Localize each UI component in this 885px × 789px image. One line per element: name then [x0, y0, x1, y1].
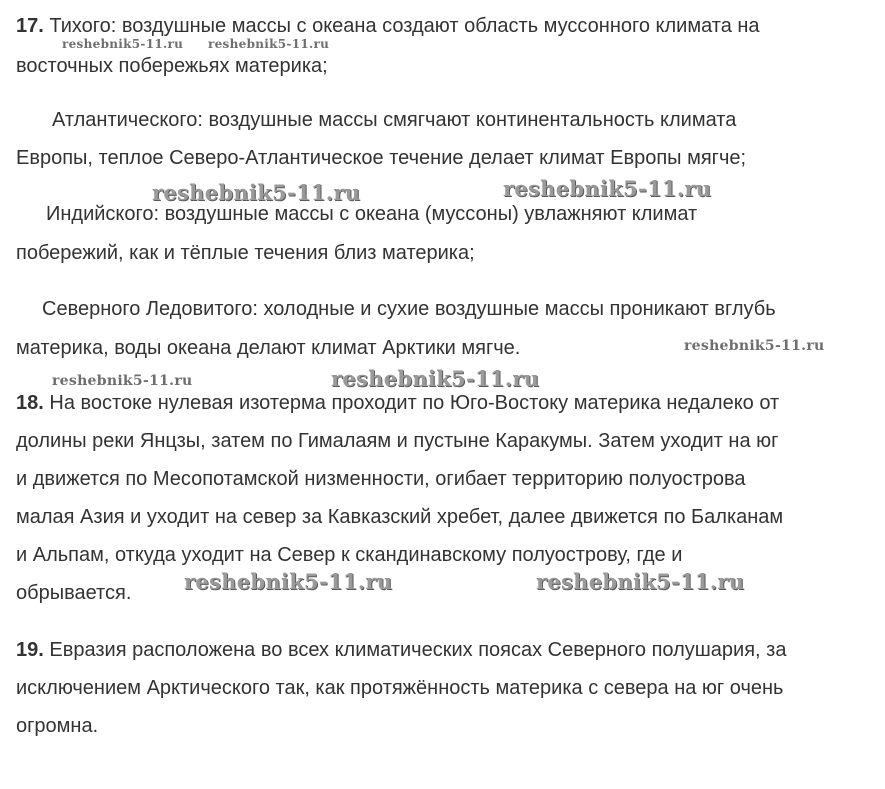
paragraph-text: Тихого: воздушные массы с океана создают область муссонного климата на: [43, 15, 760, 37]
paragraph-indian-line-1: Индийского: воздушные массы с океана (муссоны) увлажняют климат: [46, 203, 698, 225]
watermark: reshebnik5-11.ru: [152, 180, 361, 205]
watermark: reshebnik5-11.ru: [684, 338, 825, 354]
paragraph-number: 17.: [16, 15, 44, 37]
paragraph-19-line-2: исключением Арктического так, как протяжённость материка с севера на юг очень: [16, 677, 784, 699]
paragraph-19-line-1: [16, 638, 786, 662]
paragraph-number: 18.: [16, 392, 44, 414]
watermark: reshebnik5-11.ru: [331, 366, 540, 391]
paragraph-18-line-5: и Альпам, откуда уходит на Север к скандинавскому полуострову, где и: [16, 544, 683, 566]
paragraph-arctic-line-2: материка, воды океана делают климат Арктики мягче.: [16, 337, 521, 359]
watermark: reshebnik5-11.ru: [536, 569, 745, 594]
paragraph-text: Евразия расположена во всех климатических поясах Северного полушария, за: [43, 639, 787, 661]
paragraph-18-line-6: обрывается.: [16, 582, 132, 604]
paragraph-19-line-3: огромна.: [16, 715, 99, 737]
paragraph-18-line-1: [16, 391, 779, 415]
paragraph-17-line-2: восточных побережьях материка;: [16, 55, 328, 77]
paragraph-18-line-3: и движется по Месопотамской низменности, огибает территорию полуострова: [16, 468, 746, 490]
watermark: reshebnik5-11.ru: [503, 176, 712, 201]
watermark: reshebnik5-11.ru: [184, 569, 393, 594]
paragraph-number: 19.: [16, 639, 44, 661]
watermark: reshebnik5-11.ru: [208, 37, 330, 51]
paragraph-18-line-2: долины реки Янцзы, затем по Гималаям и пустыне Каракумы. Затем уходит на юг: [16, 430, 779, 452]
watermark: reshebnik5-11.ru: [52, 373, 193, 389]
paragraph-text: На востоке нулевая изотерма проходит по Юго-Востоку материка недалеко от: [43, 392, 780, 414]
paragraph-atlantic-line-1: Атлантического: воздушные массы смягчают континентальность климата: [52, 109, 737, 131]
paragraph-indian-line-2: побережий, как и тёплые течения близ материка;: [16, 242, 475, 264]
paragraph-18-line-4: малая Азия и уходит на север за Кавказский хребет, далее движется по Балканам: [16, 506, 784, 528]
paragraph-17-line-1: [16, 14, 760, 38]
paragraph-atlantic-line-2: Европы, теплое Северо-Атлантическое течение делает климат Европы мягче;: [16, 147, 747, 169]
paragraph-arctic-line-1: Северного Ледовитого: холодные и сухие воздушные массы проникают вглубь: [42, 298, 776, 320]
watermark: reshebnik5-11.ru: [62, 37, 184, 51]
